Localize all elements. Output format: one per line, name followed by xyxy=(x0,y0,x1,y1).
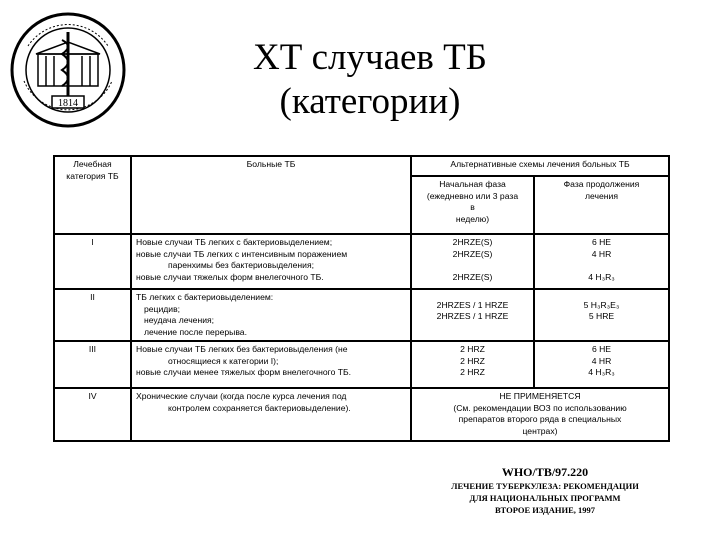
category-cell: I xyxy=(54,234,131,289)
source-reference xyxy=(420,464,670,516)
header-continuation-phase xyxy=(534,176,669,234)
reference-code: WHO/TB/97.220 xyxy=(501,465,589,479)
text-line: препаратов второго ряда в специальных xyxy=(458,414,622,424)
text-line: рецидив; xyxy=(144,303,181,314)
text-line: 2 HRZ xyxy=(460,355,485,366)
text-line: Фаза продолжения xyxy=(563,179,640,189)
initial-phase-cell xyxy=(411,289,534,341)
reference-line-2: ДЛЯ НАЦИОНАЛЬНЫХ ПРОГРАММ xyxy=(469,493,621,503)
text-line: Хронические случаи (когда после курса лечения под xyxy=(136,391,347,401)
header-patients: Больные ТБ xyxy=(131,156,411,234)
text-line: 2HRZES / 1 HRZE xyxy=(436,299,509,310)
text-line: 5 HRE xyxy=(588,311,615,321)
continuation-phase-cell xyxy=(534,341,669,388)
reference-line-1: ЛЕЧЕНИЕ ТУБЕРКУЛЕЗА: РЕКОМЕНДАЦИИ xyxy=(451,481,639,491)
header-category: Лечебная категория ТБ xyxy=(54,156,131,234)
patients-cell xyxy=(131,341,411,388)
text-line: 2HRZES / 1 HRZE xyxy=(436,311,509,321)
reference-line-3: ВТОРОЕ ИЗДАНИЕ, 1997 xyxy=(495,505,595,515)
text-line: 4 H₃R₃ xyxy=(588,271,615,282)
patients-cell xyxy=(131,388,411,441)
spacer xyxy=(539,260,664,272)
text-line: контролем сохраняется бактериовыделение). xyxy=(168,402,351,413)
title-line-2: (категории) xyxy=(279,81,461,122)
text-line: 2HRZE(S) xyxy=(452,237,493,247)
text-line: новые случаи ТБ легких с интенсивным поражением xyxy=(136,248,348,259)
text-line: новые случаи менее тяжелых форм внелегочного ТБ. xyxy=(136,367,352,377)
initial-phase-cell xyxy=(411,341,534,388)
patients-cell xyxy=(131,234,411,289)
text-line: 2 HRZ xyxy=(460,344,485,354)
title-line-1: ХТ случаев ТБ xyxy=(253,37,487,78)
category-cell: IV xyxy=(54,388,131,441)
text-line: 2 HRZ xyxy=(460,367,485,377)
text-line: Новые случаи ТБ легких без бактериовыделения (не xyxy=(136,344,348,354)
text-line: 5 H₃R₃E₃ xyxy=(583,299,620,310)
treatment-categories-table xyxy=(53,155,670,442)
text-line: 4 HR xyxy=(591,355,612,366)
text-line: НЕ ПРИМЕНЯЕТСЯ xyxy=(499,391,581,401)
text-line: (ежедневно или 3 раза xyxy=(426,190,519,201)
patients-cell xyxy=(131,289,411,341)
seal-year: 1814 xyxy=(58,98,78,109)
text-line: неделю) xyxy=(455,213,490,224)
category-cell: III xyxy=(54,341,131,388)
university-seal-logo xyxy=(8,6,128,134)
slide-title xyxy=(160,36,580,124)
continuation-phase-cell xyxy=(534,289,669,341)
table-row xyxy=(54,289,669,341)
text-line: в xyxy=(470,202,475,212)
header-alt-schemes: Альтернативные схемы лечения больных ТБ xyxy=(411,156,669,176)
not-applicable-cell xyxy=(411,388,669,441)
text-line: 2HRZE(S) xyxy=(452,248,493,259)
text-line: Начальная фаза xyxy=(439,179,506,189)
text-line: Новые случаи ТБ легких с бактериовыделением; xyxy=(136,237,333,247)
text-line: лечение после перерыва. xyxy=(144,326,247,337)
initial-phase-cell xyxy=(411,234,534,289)
table-row xyxy=(54,388,669,441)
category-cell: II xyxy=(54,289,131,341)
text-line: новые случаи тяжелых форм внелегочного ТБ. xyxy=(136,271,324,282)
continuation-phase-cell xyxy=(534,234,669,289)
text-line: паренхимы без бактериовыделения; xyxy=(168,260,315,270)
text-line: относящиеся к категории I); xyxy=(168,355,279,366)
spacer xyxy=(416,260,529,272)
table-row xyxy=(54,234,669,289)
header-initial-phase xyxy=(411,176,534,234)
text-line: 6 HE xyxy=(591,344,612,354)
text-line: 4 HR xyxy=(591,248,612,259)
text-line: 2HRZE(S) xyxy=(452,271,493,282)
text-line: лечения xyxy=(585,190,618,201)
text-line: 6 HE xyxy=(591,237,612,247)
text-line: ТБ легких с бактериовыделением: xyxy=(136,292,274,302)
text-line: неудача лечения; xyxy=(144,315,215,325)
text-line: 4 H₃R₃ xyxy=(588,367,615,377)
text-line: (См. рекомендации ВОЗ по использованию xyxy=(453,402,627,413)
table-row xyxy=(54,341,669,388)
text-line: центрах) xyxy=(522,425,558,436)
